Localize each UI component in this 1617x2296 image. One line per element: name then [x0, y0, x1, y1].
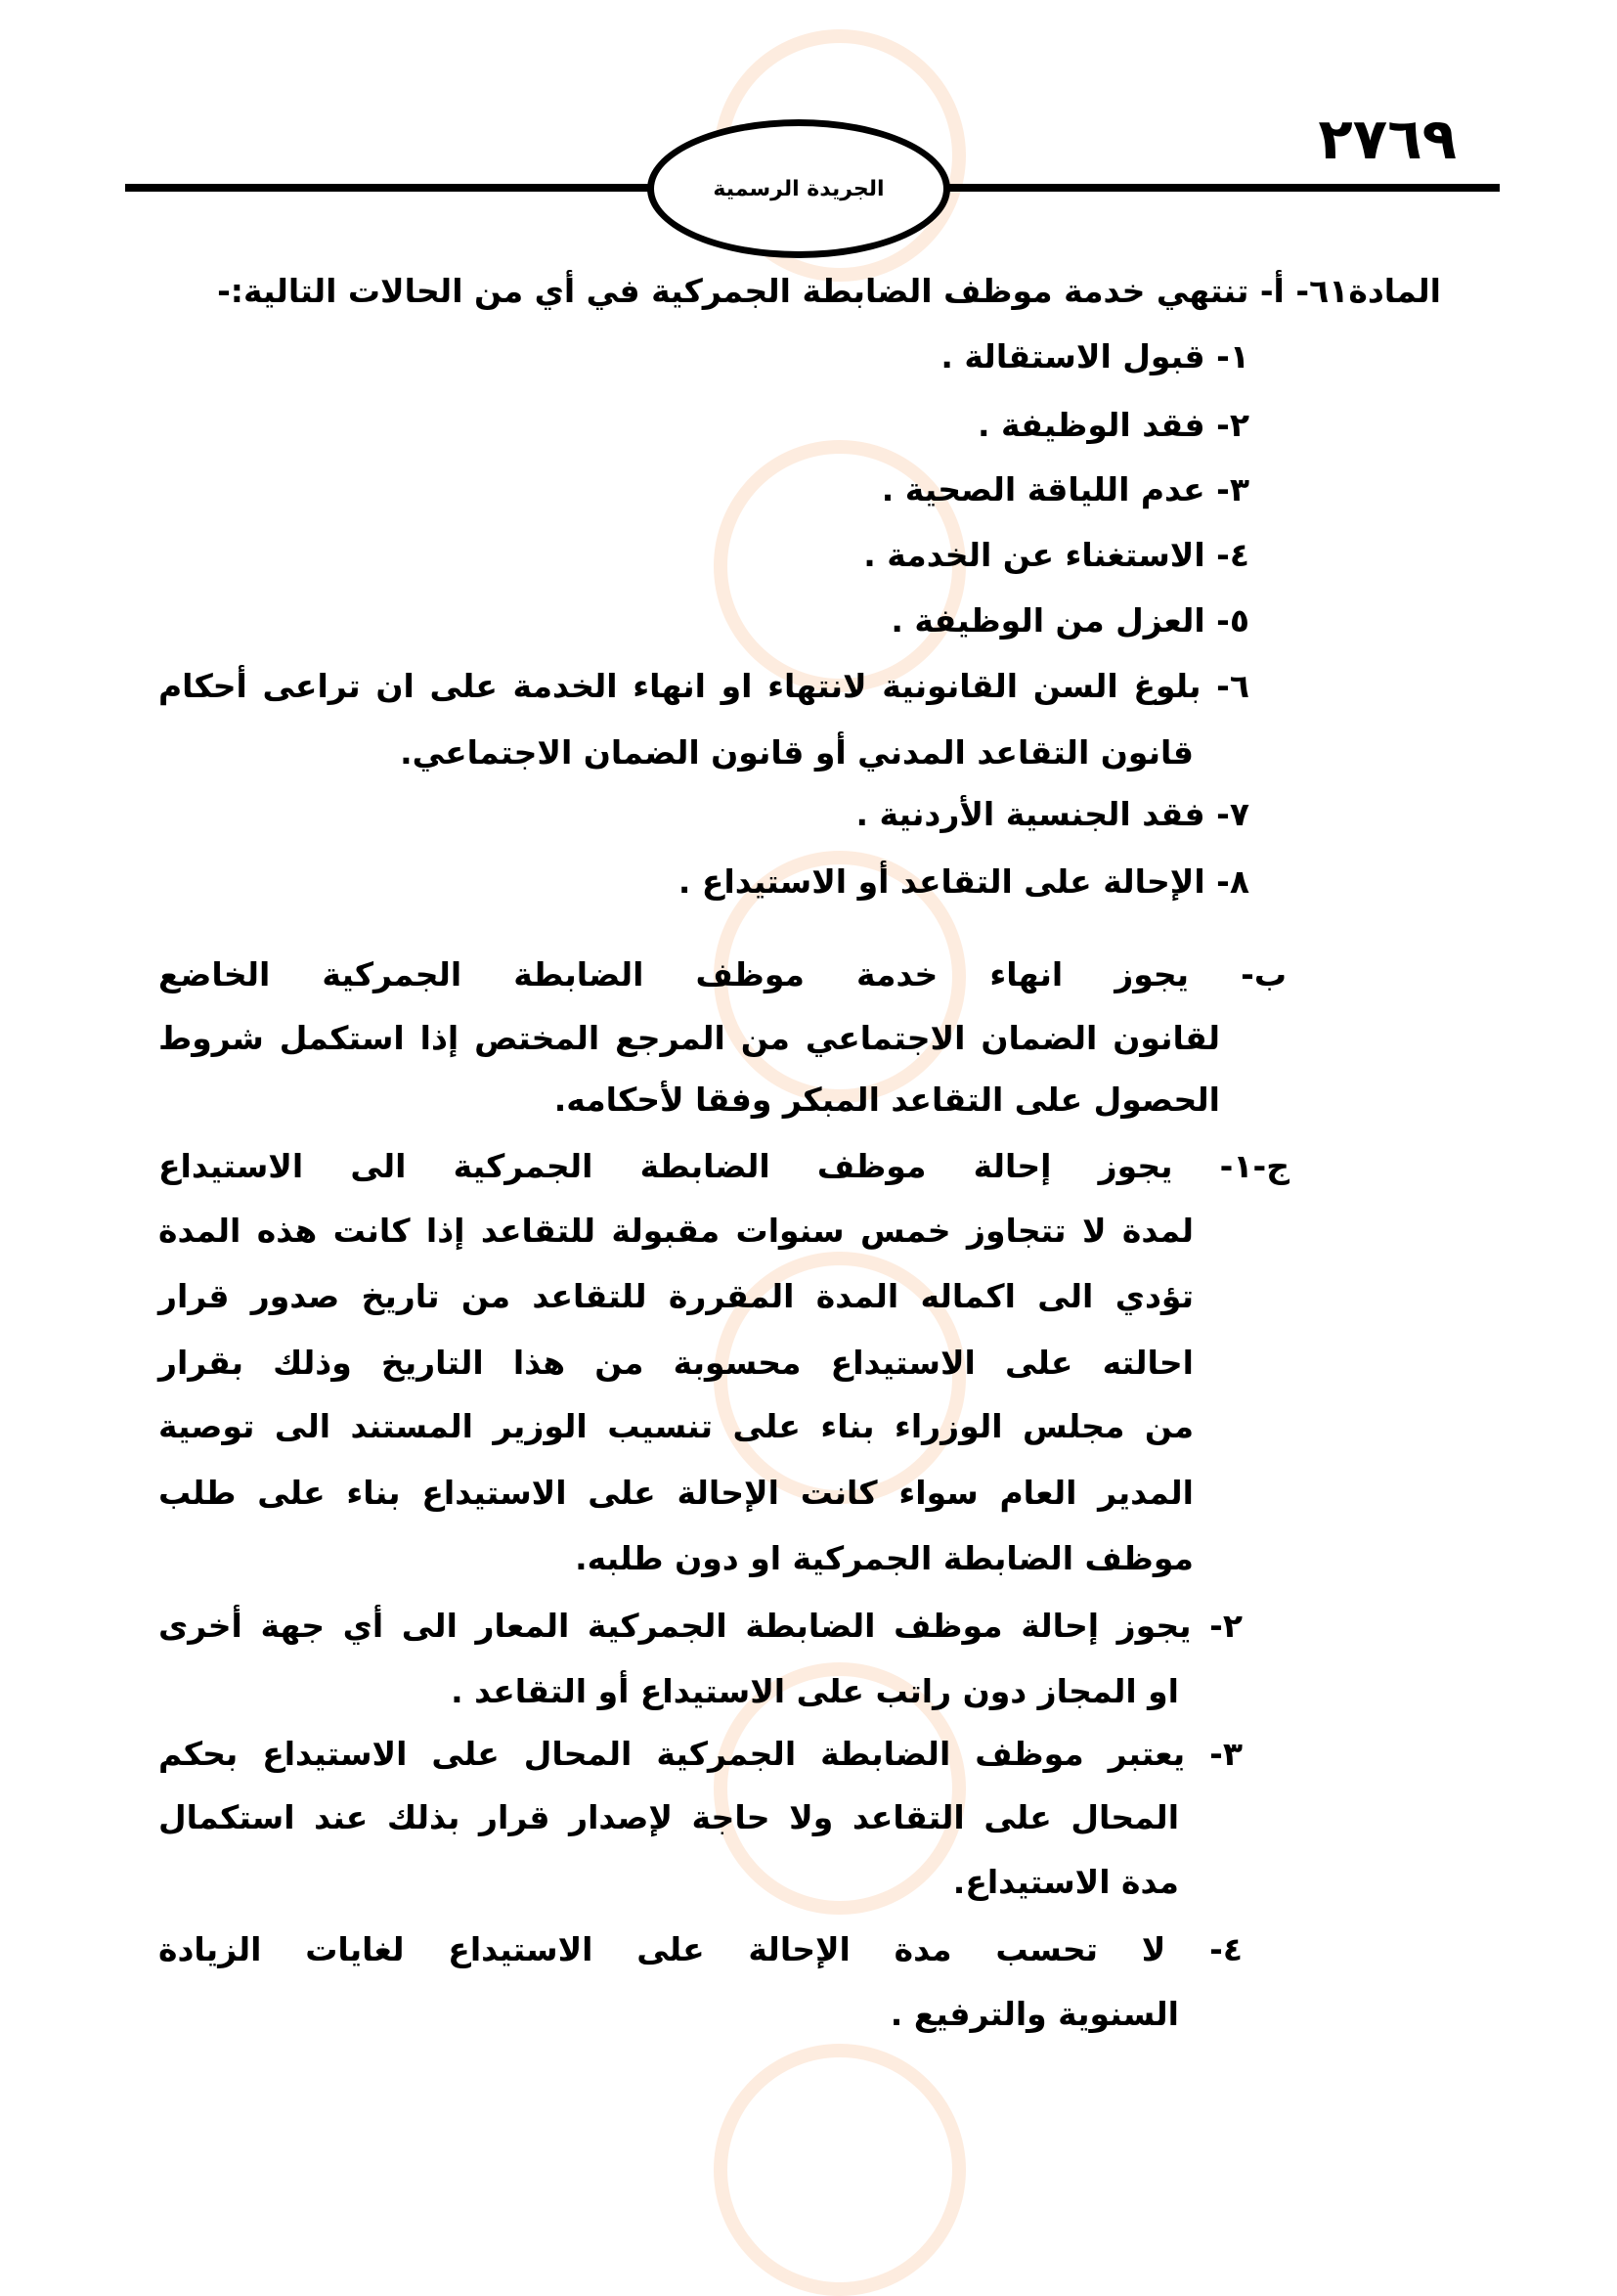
gazette-title: الجريدة الرسمية [713, 176, 885, 201]
list-item: ٢- فقد الوظيفة . [978, 406, 1249, 444]
clause-b-line: الحصول على التقاعد المبكر وفقا لأحكامه. [553, 1081, 1220, 1119]
clause-c1-line: المدير العام سواء كانت الإحالة على الاستيداع بناء على طلب [158, 1474, 1194, 1512]
list-item: ٧- فقد الجنسية الأردنية . [855, 795, 1249, 833]
clause-c1: ج-١- يجوز إحالة موظف الضابطة الجمركية الى الاستيداع [158, 1147, 1289, 1185]
clause-c1-line: موظف الضابطة الجمركية او دون طلبه. [575, 1539, 1194, 1577]
clause-c3-line: المحال على التقاعد ولا حاجة لإصدار قرار بذلك عند استكمال [158, 1798, 1179, 1836]
clause-c4-line: السنوية والترفيع . [890, 1995, 1179, 2033]
list-item: ٣- عدم اللياقة الصحية . [881, 470, 1249, 508]
page-number: ٢٧٦٩ [1318, 106, 1457, 172]
list-item: ١- قبول الاستقالة . [940, 337, 1249, 375]
clause-c1-line: من مجلس الوزراء بناء على تنسيب الوزير المستند الى توصية [158, 1407, 1194, 1445]
clause-b: ب- يجوز انهاء خدمة موظف الضابطة الجمركية الخاضع [158, 955, 1287, 993]
gazette-title-badge [647, 119, 950, 258]
clause-c4: ٤- لا تحسب مدة الإحالة على الاستيداع لغايات الزيادة [158, 1930, 1243, 1968]
clause-c3-line: مدة الاستيداع. [952, 1863, 1179, 1901]
clause-c1-line: تؤدي الى اكماله المدة المقررة للتقاعد من تاريخ صدور قرار [158, 1277, 1194, 1315]
clause-c1-line: لمدة لا تتجاوز خمس سنوات مقبولة للتقاعد إذا كانت هذه المدة [158, 1212, 1194, 1250]
clause-c3: ٣- يعتبر موظف الضابطة الجمركية المحال على الاستيداع بحكم [158, 1735, 1243, 1773]
clause-c2: ٢- يجوز إحالة موظف الضابطة الجمركية المعار الى أي جهة أخرى [158, 1607, 1243, 1645]
list-item: ٨- الإحالة على التقاعد أو الاستيداع . [677, 862, 1249, 901]
list-item-continued: قانون التقاعد المدني أو قانون الضمان الاجتماعي. [400, 733, 1194, 772]
list-item: ٤- الاستغناء عن الخدمة . [863, 536, 1249, 574]
list-item: ٦- بلوغ السن القانونية لانتهاء او انهاء الخدمة على ان تراعى أحكام [158, 667, 1249, 705]
clause-c2-line: او المجاز دون راتب على الاستيداع أو التقاعد . [451, 1672, 1179, 1710]
list-item: ٥- العزل من الوظيفة . [891, 601, 1249, 640]
watermark-clock-icon [714, 2044, 966, 2296]
clause-c1-line: احالته على الاستيداع محسوبة من هذا التاريخ وذلك بقرار [158, 1344, 1194, 1382]
article-heading: المادة٦١- أ- تنتهي خدمة موظف الضابطة الجمركية في أي من الحالات التالية:- [217, 272, 1441, 310]
clause-b-line: لقانون الضمان الاجتماعي من المرجع المختص إذا استكمل شروط [158, 1019, 1220, 1057]
